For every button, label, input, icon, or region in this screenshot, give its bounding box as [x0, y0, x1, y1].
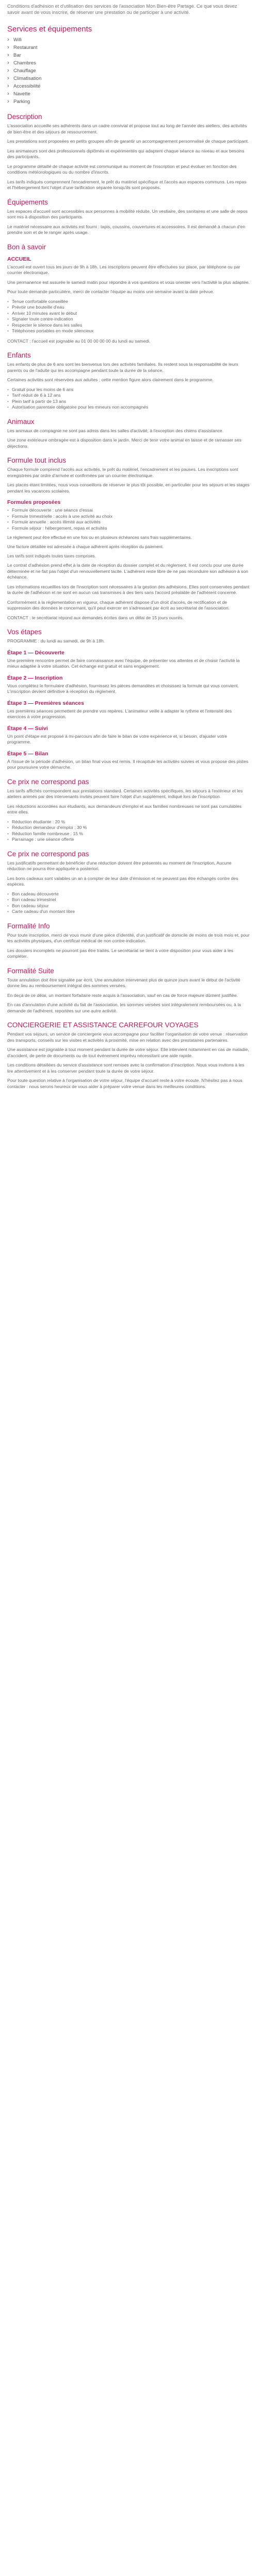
formalite-paragraph: Toute annulation doit être signalée par écrit. Une annulation intervenant plus de quinze jours avant le début de l'activité donne lieu au remboursement intégral des sommes versées. [7, 977, 240, 989]
bon-a-savoir-list [7, 299, 251, 334]
prix-list [7, 819, 251, 843]
list-item: • Bon cadeau séjour [7, 903, 251, 909]
list-item: • Réduction demandeur d'emploi : 30 % [7, 825, 251, 831]
animaux-heading: Animaux [7, 417, 35, 426]
etape-text: Les premières séances permettent de prendre vos repères. L'animateur veille à adapter le rythme et l'intensité des exercices à votre progression. [7, 708, 232, 720]
list-item: • Arriver 10 minutes avant le début [7, 311, 251, 317]
list-item: • Tarif réduit de 6 à 12 ans [7, 393, 251, 399]
formalite-paragraph: Les dossiers incomplets ne pourront pas être traités. Le secrétariat se tient à votre disposition pour vous aider à les compléter. [7, 947, 234, 959]
etapes-heading: Vos étapes [7, 628, 42, 636]
prix-heading: Ce prix ne correspond pas [7, 777, 89, 786]
service-item: › Navette [7, 90, 251, 98]
list-item: • Réduction étudiante : 20 % [7, 819, 251, 825]
equipment-paragraph: Les espaces d'accueil sont accessibles aux personnes à mobilité réduite. Un vestiaire, des sanitaires et une salle de repos sont mis à disposition des participants. [7, 208, 248, 219]
list-item: • Autorisation parentale obligatoire pour les mineurs non accompagnés [7, 404, 251, 411]
service-item: › Wifi [7, 36, 251, 44]
list-item: • Prévoir une bouteille d'eau [7, 304, 251, 311]
enfants-list [7, 387, 251, 411]
enfants-paragraph: Les enfants de plus de 6 ans sont les bienvenus lors des activités familiales. Ils restent sous la responsabilité de leurs parents ou de l'adulte qui les accompagne pendant toute la durée de la séance. [7, 362, 238, 373]
formalite-heading-2: Formalité Suite [7, 967, 54, 975]
list-item: • Parrainage : une séance offerte [7, 837, 251, 843]
equipment-paragraph: Le matériel nécessaire aux activités est fourni : tapis, coussins, couvertures et accessoires. Il est demandé à chacun d'en prendre soin et de le ranger après usage. [7, 224, 246, 235]
formalite-paragraph: En cas d'annulation d'une activité du fait de l'association, les sommes versées sont intégralement remboursées ou, à la demande de l'adhérent, reportées sur une autre activité. [7, 1002, 241, 1013]
description-paragraph: Les animateurs sont des professionnels diplômés et expérimentés qui adaptent chaque séance au niveau et aux besoins des participants. [7, 148, 245, 159]
list-item: • Formule trimestrielle : accès à une activité au choix [7, 514, 251, 520]
prix-paragraph: Les bons cadeaux sont valables un an à compter de leur date d'émission et ne peuvent pas être échangés contre des espèces. [7, 875, 238, 887]
list-item: • Carte cadeau d'un montant libre [7, 909, 251, 915]
formule-heading: Formule tout inclus [7, 456, 67, 464]
list-item: • Plein tarif à partir de 13 ans [7, 399, 251, 405]
service-item: › Chambres [7, 59, 251, 67]
animaux-paragraph: Une zone extérieure ombragée est à disposition dans le jardin. Merci de tenir votre animal en laisse et de ramasser ses déjections. [7, 437, 241, 449]
services-heading: Services et équipements [7, 25, 92, 33]
description-paragraph: L'association accueille ses adhérents dans un cadre convivial et propose tout au long de l'année des ateliers, des activités de bien-être et des séjours de ressourcement. [7, 123, 247, 134]
enfants-heading: Enfants [7, 351, 31, 359]
formule-paragraph: Le contrat d'adhésion prend effet à la date de réception du dossier complet et du règlement. Il est conclu pour une durée déterminée et ne fait pas l'objet d'un renouvellement tacite. L'adhérent reste libre de ne pas reconduire son adhésion à son échéance. [7, 563, 248, 580]
list-item: • Tenue confortable conseillée [7, 299, 251, 305]
bon-a-savoir-heading: Bon à savoir [7, 243, 46, 251]
equipment-heading: Équipements [7, 198, 48, 206]
service-item: › Restaurant [7, 44, 251, 52]
formule-note: Le règlement peut être effectué en une fois ou en plusieurs échéances sans frais supplémentaires. [7, 535, 192, 540]
bon-a-savoir-paragraph: Une permanence est assurée le samedi matin pour répondre à vos questions et vous orienter vers l'activité la plus adaptée. [7, 279, 250, 285]
etape-title: Étape 5 — Bilan [7, 750, 49, 757]
list-item: • Bon cadeau trimestriel [7, 897, 251, 903]
service-item: › Climatisation [7, 75, 251, 82]
etape-text: À l'issue de la période d'adhésion, un bilan final vous est remis. Il récapitule les activités suivies et vous propose des pistes pour poursuivre votre démarche. [7, 758, 249, 770]
list-item: • Gratuit pour les moins de 6 ans [7, 387, 251, 393]
intro-text: Conditions d'adhésion et d'utilisation des services de l'association Mon Bien-être Partagé. Ce que vous devez savoir avant de vous inscrire, de réserver une prestation ou de participer à une activité. [7, 4, 237, 15]
formule-subheading: Formules proposées [7, 499, 61, 505]
etape-title: Étape 2 — Inscription [7, 674, 63, 681]
description-paragraph: Les prestations sont proposées en petits groupes afin de garantir un accompagnement personnalisé de chaque participant. [7, 139, 249, 144]
etapes-intro: PROGRAMME : du lundi au samedi, de 9h à 18h. [7, 638, 105, 644]
etape-text: Un point d'étape est proposé à mi-parcours afin de faire le bilan de votre expérience et, si besoin, d'ajuster votre programme. [7, 733, 228, 745]
service-item: › Chauffage [7, 67, 251, 75]
enfants-paragraph: Certaines activités sont réservées aux adultes ; cette mention figure alors clairement dans le programme. [7, 377, 214, 382]
list-item: • Formule annuelle : accès illimité aux activités [7, 519, 251, 526]
formule-list [7, 507, 251, 531]
list-item: • Respecter le silence dans les salles [7, 323, 251, 329]
etape-text: Une première rencontre permet de faire connaissance avec l'équipe, de présenter vos attentes et de choisir l'activité la mieux adaptée à votre situation. Cet échange est gratuit et sans engagement. [7, 657, 240, 669]
animaux-paragraph: Les animaux de compagnie ne sont pas admis dans les salles d'activité, à l'exception des chiens d'assistance. [7, 428, 224, 433]
list-item: • Réduction famille nombreuse : 15 % [7, 831, 251, 837]
conciergerie-paragraph: Pendant vos séjours, un service de conciergerie vous accompagne pour faciliter l'organisation de votre venue : réservation des transports, conseils sur les visites et activités à proximité, mise en relation avec des prestataires partenaires. [7, 1031, 248, 1043]
list-item: • Signaler toute contre-indication [7, 316, 251, 323]
list-item: • Téléphones portables en mode silencieux [7, 328, 251, 334]
services-list [7, 36, 251, 106]
contact-text: CONTACT : l'accueil est joignable au 01 00 00 00 00 du lundi au samedi. [7, 338, 151, 344]
service-item: › Parking [7, 98, 251, 106]
conciergerie-heading: CONCIERGERIE ET ASSISTANCE CARREFOUR VOYAGES [7, 1021, 199, 1029]
formalite-paragraph: Pour toute inscription, merci de vous munir d'une pièce d'identité, d'un justificatif de domicile de moins de trois mois et, pour les activités physiques, d'un certificat médical de non contre-indication. [7, 932, 250, 944]
etape-title: Étape 3 — Premières séances [7, 700, 84, 706]
conciergerie-paragraph: Une assistance est joignable à tout moment pendant la durée de votre séjour. Elle intervient notamment en cas de maladie, d'accident, de perte de documents ou de tout événement imprévu nécessitant une aide rapide. [7, 1047, 249, 1058]
bon-a-savoir-paragraph: Pour toute demande particulière, merci de contacter l'équipe au moins une semaine avant la date prévue. [7, 289, 215, 294]
formule-note: Une facture détaillée est adressée à chaque adhérent après réception du paiement. [7, 544, 164, 549]
formule-paragraph: Conformément à la réglementation en vigueur, chaque adhérent dispose d'un droit d'accès, de rectification et de suppression des données le concernant, qu'il peut exercer en s'adressant par écrit au secrétariat de l'association. [7, 599, 230, 611]
list-item: • Bon cadeau découverte [7, 891, 251, 897]
formule-paragraph: Les places étant limitées, nous vous conseillons de réserver le plus tôt possible, en particulier pour les séjours et les stages pendant les vacances scolaires. [7, 482, 250, 494]
list-item: • Formule séjour : hébergement, repas et activités [7, 526, 251, 532]
conciergerie-paragraph: Les conditions détaillées du service d'assistance sont remises avec la confirmation d'inscription. Nous vous invitons à les lire attentivement et à les conserver pendant toute la durée de votre séjour. [7, 1062, 245, 1074]
accueil-subheading: ACCUEIL [7, 256, 31, 262]
prix-paragraph: Les justificatifs permettant de bénéficier d'une réduction doivent être présentés au moment de l'inscription. Aucune réduction ne pourra être appliquée a posteriori. [7, 860, 232, 872]
prix-list-2 [7, 891, 251, 915]
description-paragraph: Le programme détaillé de chaque activité est communiqué au moment de l'inscription et peut évoluer en fonction des conditions météorologiques ou du nombre d'inscrits. [7, 163, 237, 175]
formalite-heading: Formalité Info [7, 922, 50, 930]
etape-title: Étape 4 — Suivi [7, 725, 48, 732]
bon-a-savoir-paragraph: L'accueil est ouvert tous les jours de 9h à 18h. Les inscriptions peuvent être effectuées sur place, par téléphone ou par courrier électronique. [7, 264, 240, 275]
conciergerie-paragraph: Pour toute question relative à l'organisation de votre séjour, l'équipe d'accueil reste à votre écoute. N'hésitez pas à nous contacter : nous serons heureux de vous aider à préparer votre venue dans les meilleures conditions. [7, 1078, 243, 1089]
service-item: › Accessibilité [7, 82, 251, 90]
etape-text: Vous complétez le formulaire d'adhésion, fournissez les pièces demandées et choisissez la formule qui vous convient. L'inscription devient définitive à réception du règlement. [7, 683, 239, 694]
etape-title: Étape 1 — Découverte [7, 649, 64, 656]
list-item: • Formule découverte : une séance d'essai [7, 507, 251, 514]
prix-paragraph: Les tarifs affichés correspondent aux prestations standard. Certaines activités spécifiques, les séjours à l'extérieur et les ateliers animés par des intervenants invités peuvent faire l'objet d'un supplément, indiqué lors de l'inscription. [7, 788, 243, 800]
formalite-paragraph: En deçà de ce délai, un montant forfaitaire reste acquis à l'association, sauf en cas de force majeure dûment justifiée. [7, 992, 238, 998]
service-item: › Bar [7, 52, 251, 59]
prix-heading-2: Ce prix ne correspond pas [7, 850, 89, 858]
description-paragraph: Les tarifs indiqués comprennent l'encadrement, le prêt du matériel spécifique et l'accès aux espaces communs. Les repas et l'hébergement font l'objet d'une tarification séparée lorsqu'ils sont proposés. [7, 179, 247, 190]
formule-note: Les tarifs sont indiqués toutes taxes comprises. [7, 553, 96, 558]
formule-paragraph: Les informations recueillies lors de l'inscription sont nécessaires à la gestion des adhésions. Elles sont conservées pendant la durée de l'adhésion et ne sont en aucun cas transmises à des tiers sans l'accord préalable de l'adhérent concerné. [7, 584, 250, 596]
description-heading: Description [7, 113, 42, 121]
contact-text: CONTACT : le secrétariat répond aux demandes écrites dans un délai de 15 jours ouvrés. [7, 615, 184, 620]
prix-paragraph: Les réductions accordées aux étudiants, aux demandeurs d'emploi et aux familles nombreuses ne sont pas cumulables entre elles. [7, 803, 242, 815]
page [0, 0, 258, 1098]
formule-paragraph: Chaque formule comprend l'accès aux activités, le prêt du matériel, l'encadrement et les pauses. Les inscriptions sont enregistrées par ordre d'arrivée et confirmées par un courrier électronique. [7, 467, 238, 478]
